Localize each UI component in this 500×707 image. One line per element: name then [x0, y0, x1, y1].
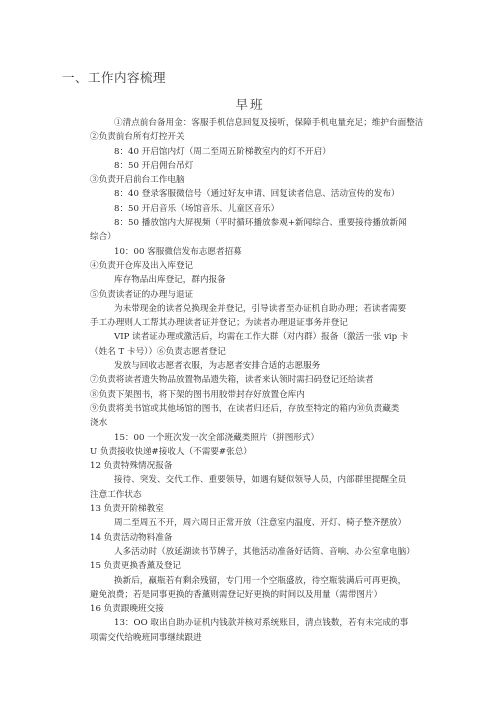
text-line: ⑧负责下架图书，将下架的图书用胶带封存好放置仓库内 — [90, 389, 305, 400]
text-line: U 负责接收快递#接收人（不需要#张总） — [90, 446, 252, 457]
section-title: 一、工作内容梳理 — [62, 70, 167, 85]
text-line: ①清点前台备用金：客服手机信息回复及接听，保障手机电量充足；维护台面整洁 — [114, 118, 424, 128]
text-line: 13 负责开阶梯教室 — [90, 504, 164, 515]
text-line: 项需交代给晚班同事继续跟进 — [90, 632, 202, 643]
text-line: 周二至周五不开，周六周日正常开放（注意室内温度、开灯、椅子整齐摆放） — [114, 518, 407, 529]
text-line: ⑦负责将读者遗失物品放置物品遗失箱，读者来认领时需扫码登记还给读者 — [90, 375, 374, 386]
text-line: 8：50 开启音乐（场馆音乐、儿童区音乐） — [114, 203, 280, 214]
text-line: 综合） — [90, 232, 116, 243]
text-line: ③负责开启前台工作电脑 — [90, 175, 185, 186]
text-line: 8：50 开启佣台吊灯 — [114, 160, 194, 171]
text-line: 8：40 开启馆内灯（周二至周五阶梯教室内的灯不开启） — [114, 146, 331, 157]
text-line: 为未带现金的读者兑换现金并登记，引导读者至办证机自助办理；若读者需要 — [114, 303, 407, 314]
text-line: 发放与回收志愿者衣服，为志愿者安排合适的志愿服务 — [114, 361, 321, 372]
document-body — [90, 116, 435, 645]
text-line: 手工办理则人工帮其办理读者证并登记；为读者办理退证事务并登记 — [90, 318, 348, 329]
text-line: 库存物品出库登记，群内报备 — [114, 275, 226, 286]
shift-title: 早班 — [235, 97, 265, 112]
text-line: 8：50 播放馆内大屏视频（平时循环播放参观+新闻综合、重要接待播放新闻 — [114, 218, 407, 229]
text-line: VIP 读者证办理或激活后，均需在工作大群（对内群）报备（激活一张 vip 卡 — [114, 332, 409, 343]
text-line: 14 负责活动物料准备 — [90, 532, 173, 543]
text-line: 换新后，羸瓶若有剩余残留，专门用一个空瓶盛放，待空瓶装满后可再更换， — [114, 575, 407, 586]
text-line: 15：00 一个班次发一次全部浇藏类照片（拼图形式） — [114, 432, 320, 443]
text-line: 注意工作状态 — [90, 489, 142, 500]
text-line: 浇水 — [90, 418, 108, 429]
text-line: ②负责前台所有灯控开关 — [90, 132, 185, 143]
text-line: ④负责开仓库及出入库登记 — [90, 260, 194, 271]
text-line: 10：00 客服微信发布志愿者招募 — [114, 246, 242, 257]
text-line: ⑨负责将美书馆或其他场馆的图书，在读者归还后，存放至特定的箱内⑩负责藏类 — [90, 403, 400, 414]
text-line: 8：40 登录客服微信号（通过好友申请、回复读者信息、活动宣传的发布） — [114, 189, 400, 200]
text-line: 15 负责更换香薰及登记 — [90, 561, 182, 572]
text-line: 12 负责特殊情况报备 — [90, 461, 173, 472]
text-line: （姓名 T 卡号））⑥负责志愿者登记 — [90, 346, 226, 357]
text-line: 避免浪费；若是同事更换的香薰则需登记好更换的时间以及用量（需带图片） — [90, 589, 383, 600]
text-line: ⑤负责读者证的办理与退证 — [90, 289, 194, 300]
text-line: 13：OO 取出自助办证机内钱款并核对系统账目，清点钱数，若有未完成的事 — [114, 618, 409, 629]
text-line: 接待、突发、交代工作、重要领导，如遇有疑似领导人员，内部群里提醒全员 — [114, 475, 407, 486]
text-line: 16 负责跟晚班交接 — [90, 604, 164, 615]
text-line: 人多活动时（放延湖读书节牌子，其他活动准备好话筒、音响、办公室拿电脑） — [114, 546, 415, 557]
